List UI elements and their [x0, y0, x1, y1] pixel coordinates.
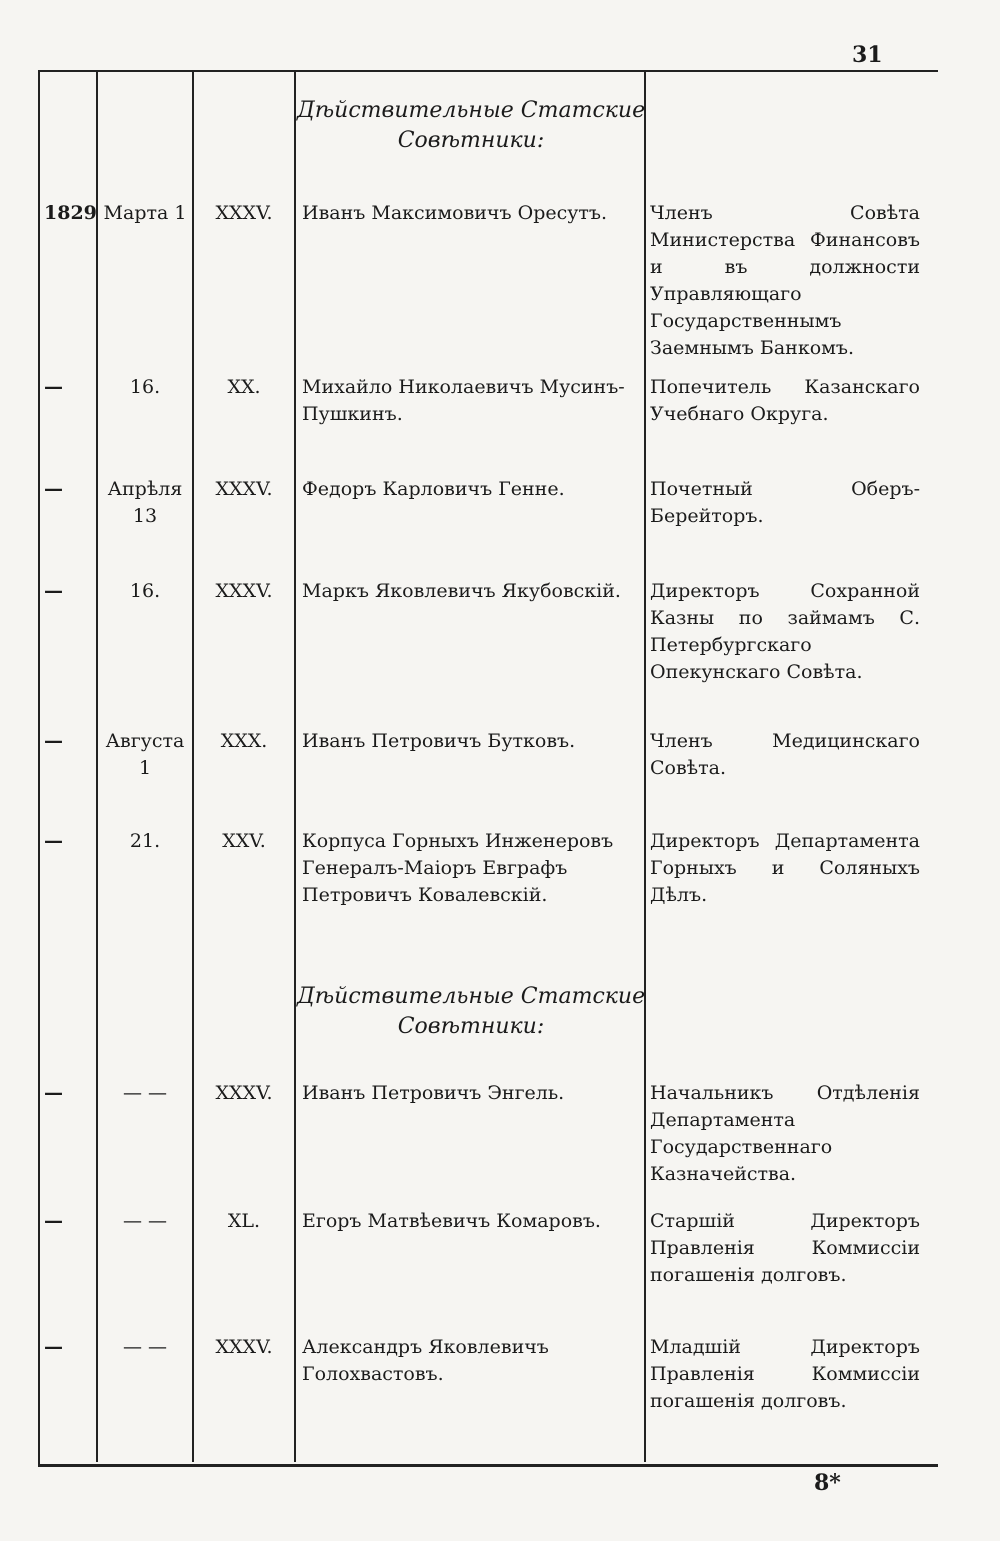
section-heading: Дѣйствительные Статские Совѣтники: [296, 984, 646, 1039]
row-date: 16. [129, 376, 161, 398]
row-date: Марта 1 [103, 202, 187, 224]
column-divider [644, 70, 646, 1462]
row-post: Директоръ Департамента Горныхъ и Соляныхъ Дѣлъ. [650, 830, 920, 906]
row-class: XL. [227, 1210, 261, 1232]
column-divider [192, 70, 194, 1462]
row-class: XXXV. [215, 202, 273, 224]
row-year: — [44, 730, 63, 752]
row-date: — — [122, 1336, 168, 1358]
row-date: Августа 1 [105, 730, 185, 779]
row-name: Михайло Николаевичъ Мусинъ-Пушкинъ. [302, 376, 625, 425]
row-name: Федоръ Карловичъ Генне. [302, 478, 565, 500]
row-class: XXV. [222, 830, 266, 852]
row-year: — [44, 580, 63, 602]
row-year: — [44, 478, 63, 500]
row-date: — — [122, 1082, 168, 1104]
row-year: — [44, 1082, 63, 1104]
row-date: — — [122, 1210, 168, 1232]
row-date: 16. [129, 580, 161, 602]
row-name: Иванъ Петровичъ Бутковъ. [302, 730, 576, 752]
row-post: Директоръ Сохранной Казны по займамъ С. Петербургскаго Опекунскаго Совѣта. [650, 580, 920, 683]
row-name: Маркъ Яковлевичъ Якубовскій. [302, 580, 621, 602]
row-date: Апрѣля 13 [107, 478, 183, 527]
row-post: Попечитель Казанскаго Учебнаго Округа. [650, 376, 920, 425]
row-post: Почетный Оберъ-Берейторъ. [650, 478, 920, 527]
section-heading: Дѣйствительные Статские Совѣтники: [296, 98, 646, 153]
column-divider [294, 70, 296, 1462]
row-class: XXXV. [215, 1336, 273, 1358]
row-class: XX. [227, 376, 261, 398]
row-year: 1829 [44, 202, 97, 224]
row-post: Старшій Директоръ Правленія Коммиссіи погашенія долговъ. [650, 1210, 920, 1286]
row-post: Членъ Совѣта Министерства Финансовъ и въ должности Управляющаго Государственнымъ Заемнымъ Банкомъ. [650, 202, 920, 359]
signature-mark: 8* [814, 1470, 841, 1496]
row-class: XXX. [220, 730, 268, 752]
row-class: XXXV. [215, 1082, 273, 1104]
row-year: — [44, 376, 63, 398]
row-year: — [44, 1210, 63, 1232]
page-number: 31 [852, 42, 883, 68]
row-post: Членъ Медицинскаго Совѣта. [650, 730, 920, 779]
row-post: Начальникъ Отдѣленія Департамента Государственнаго Казначейства. [650, 1082, 920, 1185]
row-class: XXXV. [215, 478, 273, 500]
row-class: XXXV. [215, 580, 273, 602]
row-name: Корпуса Горныхъ Инженеровъ Генералъ-Маіоръ Евграфъ Петровичъ Ковалевскій. [302, 830, 614, 906]
row-name: Иванъ Максимовичъ Оресутъ. [302, 202, 608, 224]
row-name: Александръ Яковлевичъ Голохвастовъ. [302, 1336, 549, 1385]
row-name: Иванъ Петровичъ Энгель. [302, 1082, 565, 1104]
row-date: 21. [129, 830, 161, 852]
row-name: Егоръ Матвѣевичъ Комаровъ. [302, 1210, 601, 1232]
row-post: Младшій Директоръ Правленія Коммиссіи погашенія долговъ. [650, 1336, 920, 1412]
row-year: — [44, 1336, 63, 1358]
row-year: — [44, 830, 63, 852]
column-divider [96, 70, 98, 1462]
